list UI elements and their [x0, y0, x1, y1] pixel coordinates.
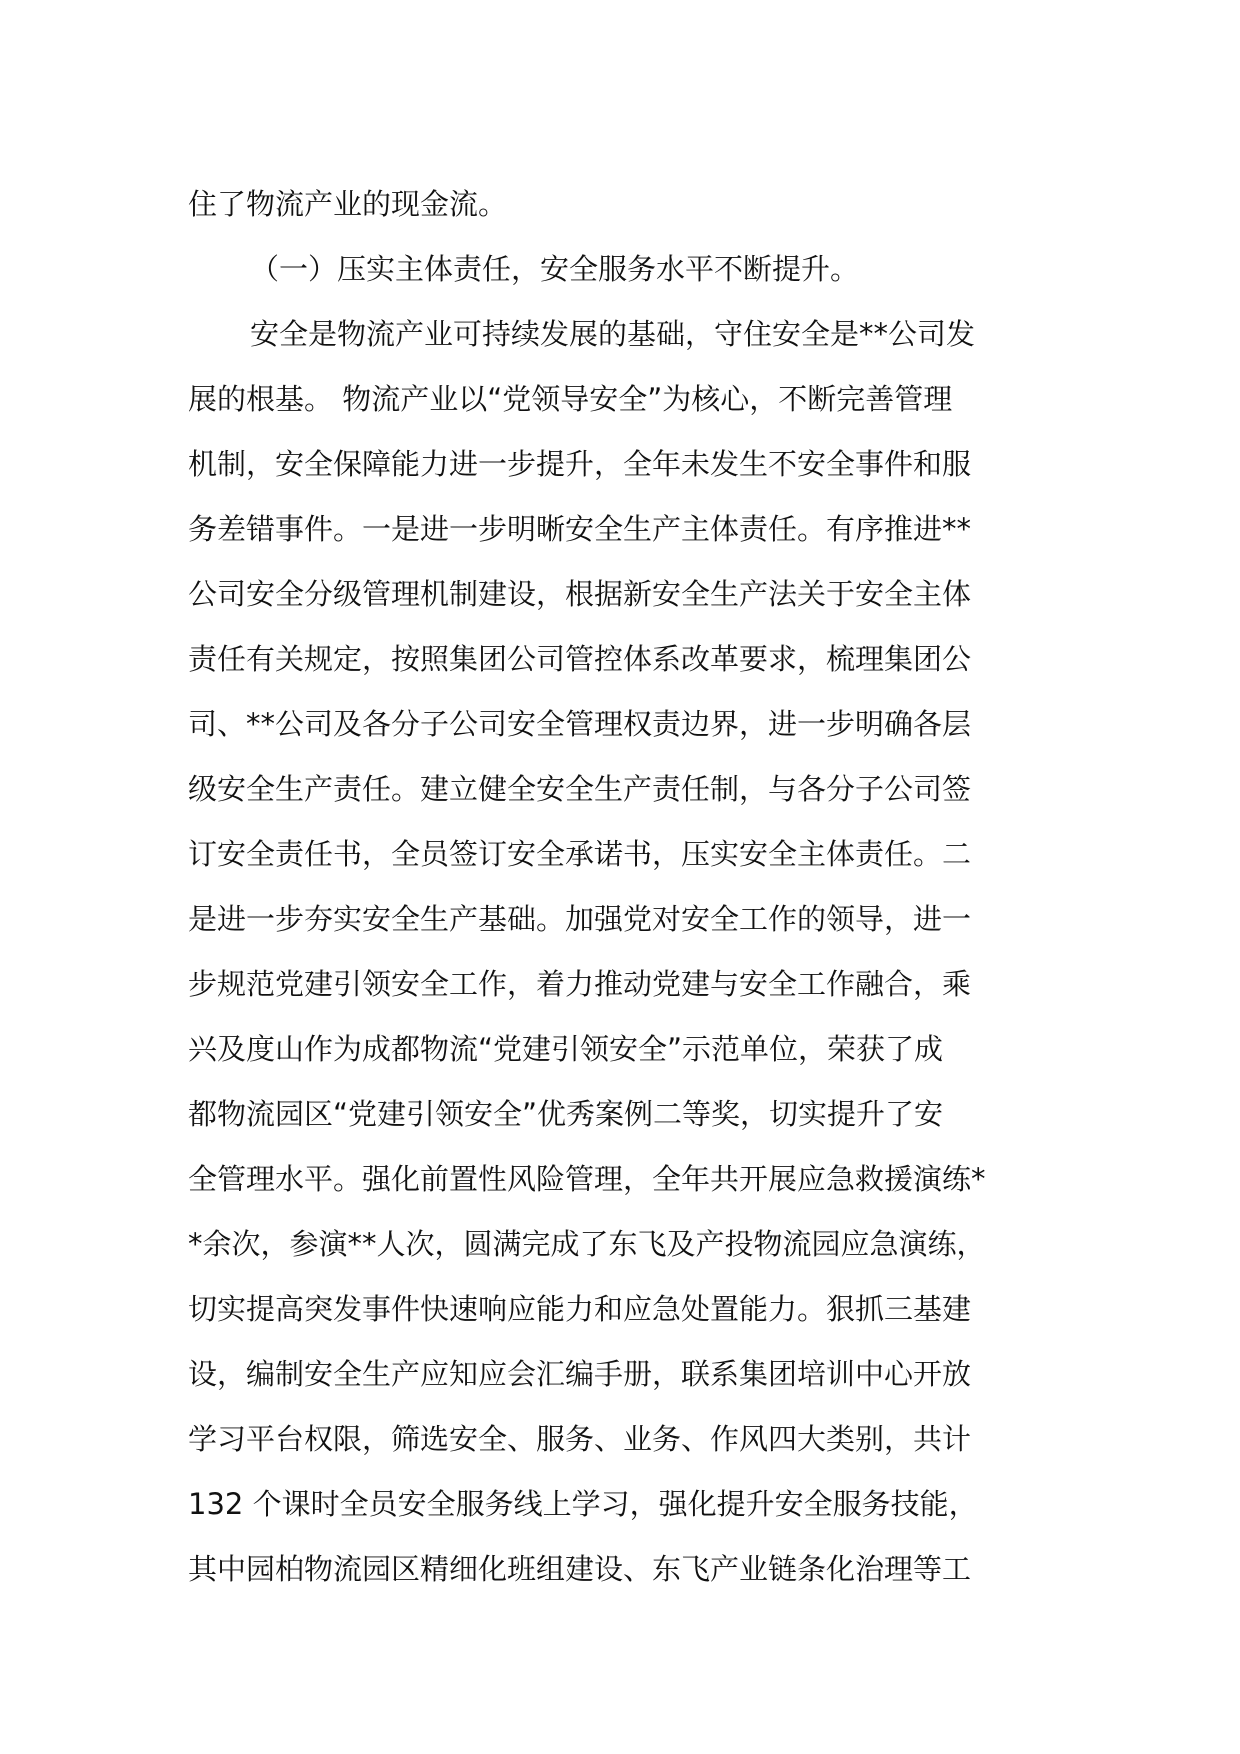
- text-line: 切实提高突发事件快速响应能力和应急处置能力。狠抓三基建: [188, 1292, 972, 1326]
- text-line: 全管理水平。强化前置性风险管理，全年共开展应急救援演练*: [188, 1162, 986, 1196]
- text-line: 司、**公司及各分子公司安全管理权责边界，进一步明确各层: [188, 707, 972, 741]
- text-line: 订安全责任书，全员签订安全承诺书，压实安全主体责任。二: [188, 837, 972, 871]
- text-line: 责任有关规定，按照集团公司管控体系改革要求，梳理集团公: [188, 642, 972, 676]
- paragraph-first-line: 安全是物流产业可持续发展的基础，守住安全是**公司发: [250, 317, 976, 351]
- text-line: 级安全生产责任。建立健全安全生产责任制，与各分子公司签: [188, 772, 972, 806]
- text-line: 都物流园区“党建引领安全”优秀案例二等奖，切实提升了安: [188, 1097, 944, 1131]
- text-line: 机制，安全保障能力进一步提升，全年未发生不安全事件和服: [188, 447, 972, 481]
- text-line: 公司安全分级管理机制建设，根据新安全生产法关于安全主体: [188, 577, 972, 611]
- section-heading: （一）压实主体责任，安全服务水平不断提升。: [250, 252, 860, 286]
- text-line: *余次，参演**人次，圆满完成了东飞及产投物流园应急演练，: [188, 1227, 986, 1261]
- text-line: 兴及度山作为成都物流“党建引领安全”示范单位，荣获了成: [188, 1032, 944, 1066]
- body-text: [188, 172, 1058, 1602]
- text-line: 务差错事件。一是进一步明晰安全生产主体责任。有序推进**: [188, 512, 972, 546]
- text-line: 学习平台权限，筛选安全、服务、业务、作风四大类别，共计: [188, 1422, 972, 1456]
- text-line: 步规范党建引领安全工作，着力推动党建与安全工作融合，乘: [188, 967, 972, 1001]
- text-line: 设，编制安全生产应知应会汇编手册，联系集团培训中心开放: [188, 1357, 972, 1391]
- text-line: 是进一步夯实安全生产基础。加强党对安全工作的领导，进一: [188, 902, 972, 936]
- text-line: 住了物流产业的现金流。: [188, 187, 508, 221]
- text-line: 展的根基。 物流产业以“党领导安全”为核心，不断完善管理: [188, 382, 953, 416]
- text-line: 其中园柏物流园区精细化班组建设、东飞产业链条化治理等工: [188, 1552, 972, 1586]
- text-line: 132 个课时全员安全服务线上学习，强化提升安全服务技能，: [188, 1487, 978, 1521]
